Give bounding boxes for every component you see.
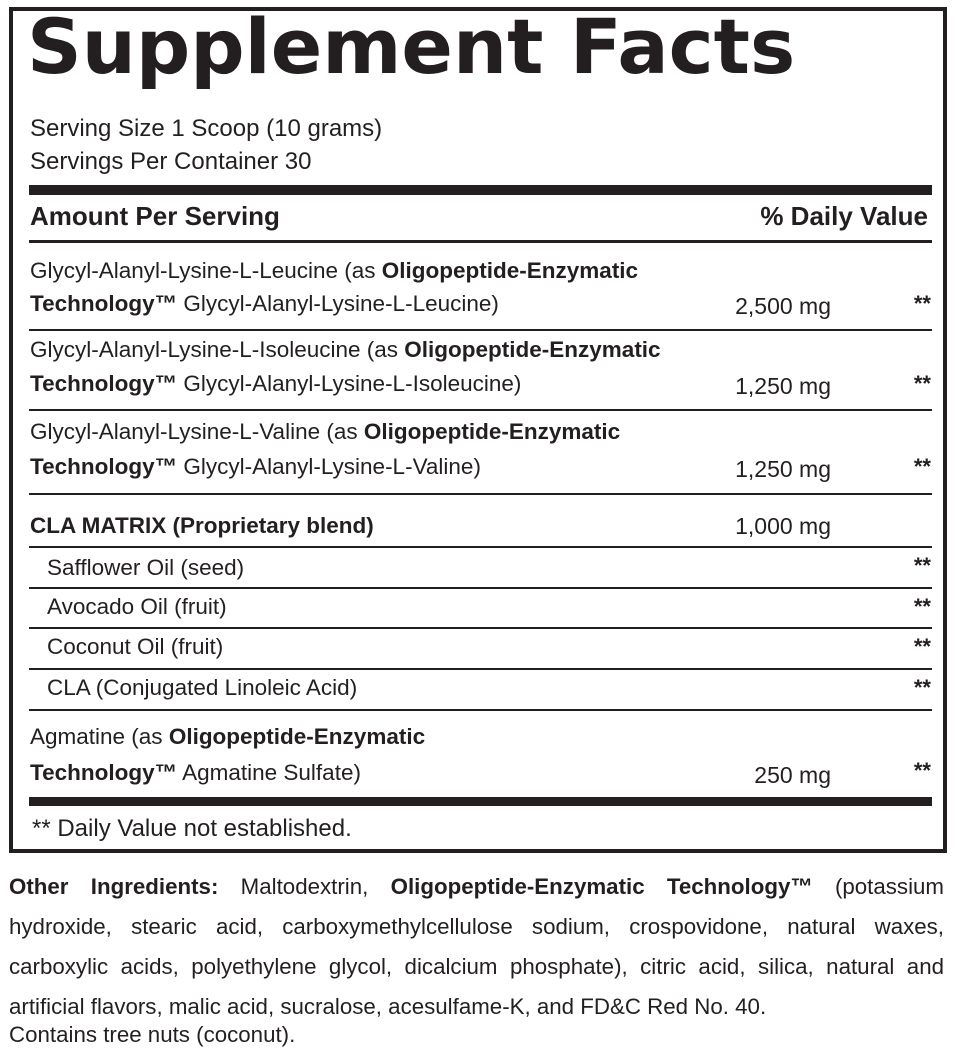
thick-rule: [29, 185, 932, 195]
blend-item-cla: CLA (Conjugated Linoleic Acid): [47, 675, 358, 700]
header-rule: [29, 240, 932, 243]
header-amount-per-serving: Amount Per Serving: [30, 201, 280, 231]
dv-footnote: ** Daily Value not established.: [32, 815, 352, 842]
dv-avocado: **: [913, 594, 931, 619]
blend-name: CLA MATRIX (Proprietary blend): [30, 513, 374, 538]
dv-agmatine: **: [913, 758, 931, 783]
blend-item-avocado: Avocado Oil (fruit): [47, 594, 227, 619]
amount-blend: 1,000 mg: [735, 513, 831, 539]
amount-agmatine: 250 mg: [754, 762, 831, 788]
ingredient-leucine-line1: Glycyl-Alanyl-Lysine-L-Leucine (as Oligopeptide-Enzymatic: [30, 258, 639, 283]
amount-leucine: 2,500 mg: [735, 293, 831, 319]
ingredient-valine-line2: Technology™ Glycyl-Alanyl-Lysine-L-Valine): [30, 454, 481, 479]
row-divider: [29, 493, 932, 495]
dv-isoleucine: **: [913, 371, 931, 396]
row-divider: [29, 329, 932, 331]
servings-per-container: Servings Per Container 30: [30, 148, 312, 175]
dv-coconut: **: [913, 634, 931, 659]
row-divider: [29, 409, 932, 411]
header-daily-value: % Daily Value: [760, 201, 928, 231]
dv-valine: **: [913, 454, 931, 479]
ingredient-isoleucine-line2: Technology™ Glycyl-Alanyl-Lysine-L-Isoleucine): [30, 371, 522, 396]
row-divider: [29, 709, 932, 711]
row-divider: [29, 587, 932, 589]
panel-title: Supplement Facts: [27, 2, 796, 91]
thick-rule: [29, 797, 932, 806]
other-ingredients-label: Other Ingredients:: [9, 874, 219, 899]
ingredient-valine-line1: Glycyl-Alanyl-Lysine-L-Valine (as Oligopeptide-Enzymatic: [30, 419, 621, 444]
row-divider: [29, 546, 932, 548]
dv-leucine: **: [913, 291, 931, 316]
allergen-statement: Contains tree nuts (coconut).: [9, 1022, 296, 1047]
blend-item-safflower: Safflower Oil (seed): [47, 555, 245, 580]
blend-item-coconut: Coconut Oil (fruit): [47, 634, 224, 659]
ingredient-isoleucine-line1: Glycyl-Alanyl-Lysine-L-Isoleucine (as Oligopeptide-Enzymatic: [30, 337, 661, 362]
amount-isoleucine: 1,250 mg: [735, 373, 831, 399]
row-divider: [29, 668, 932, 670]
row-divider: [29, 627, 932, 629]
ingredient-leucine-line2: Technology™ Glycyl-Alanyl-Lysine-L-Leucine): [30, 291, 499, 316]
supplement-facts-panel: [9, 2, 947, 853]
dv-safflower: **: [913, 553, 931, 578]
serving-size: Serving Size 1 Scoop (10 grams): [30, 115, 383, 142]
other-ingredients-tech: Oligopeptide-Enzymatic Technology™: [390, 874, 813, 899]
ingredient-agmatine-line1: Agmatine (as Oligopeptide-Enzymatic: [30, 724, 426, 749]
amount-valine: 1,250 mg: [735, 456, 831, 482]
ingredient-agmatine-line2: Technology™ Agmatine Sulfate): [30, 760, 361, 785]
dv-cla: **: [913, 675, 931, 700]
other-ingredients: Other Ingredients: Maltodextrin, Oligopeptide-Enzymatic Technology™ (potassium hydroxide, stearic acid, carboxymethylcellulose sodium, crospovidone, natural waxes, carboxylic acids, polyethylene glycol, dicalcium phosphate), citric acid, silica, natural and artificial flavors, malic acid, sucralose, acesulfame-K, and FD&C Red No. 40.: [9, 874, 945, 1019]
